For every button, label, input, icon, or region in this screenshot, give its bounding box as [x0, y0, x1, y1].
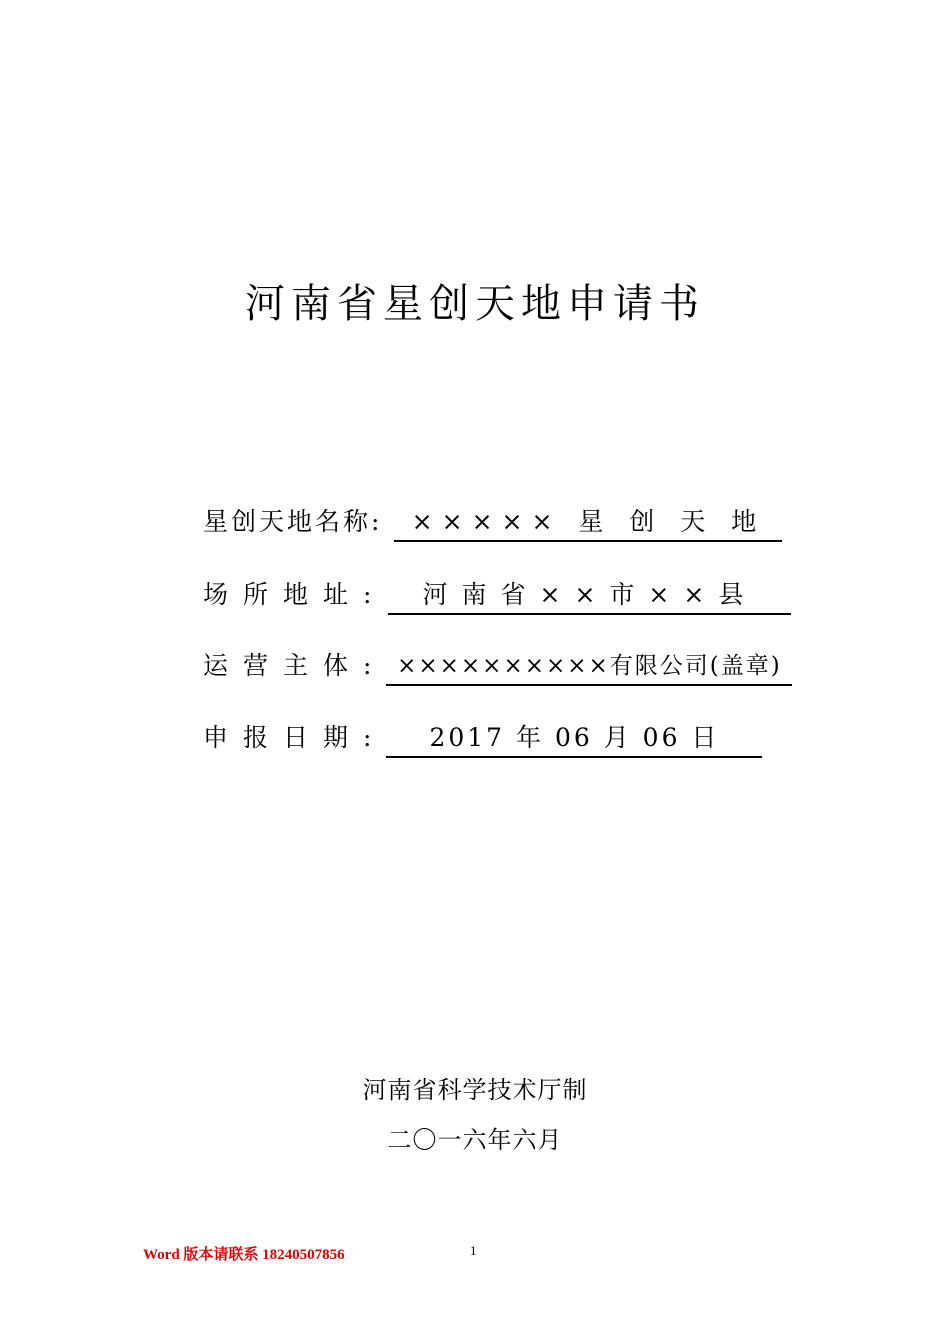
page-number: 1 [470, 1243, 477, 1258]
field-row-name [203, 502, 782, 542]
operator-label: 运营主体: [203, 651, 387, 680]
footer-contact-note: Word 版本请联系 18240507856 [143, 1247, 345, 1263]
address-label: 场所地址: [203, 580, 387, 609]
name-value: ××××× 星 创 天 地 [394, 504, 782, 542]
issuer-name: 河南省科学技术厅制 [362, 1076, 588, 1104]
address-value: 河南省××市××县 [388, 577, 791, 615]
name-label: 星创天地名称: [203, 507, 383, 536]
date-label: 申报日期: [203, 723, 387, 752]
field-row-operator [203, 646, 792, 686]
issue-date: 二〇一六年六月 [387, 1126, 563, 1154]
field-row-address [203, 575, 791, 615]
date-value: 2017 年 06 月 06 日 [386, 720, 762, 758]
page-title: 河南省星创天地申请书 [245, 281, 705, 327]
operator-value: ××××××××××有限公司(盖章) [386, 648, 792, 686]
field-row-date [203, 718, 762, 758]
